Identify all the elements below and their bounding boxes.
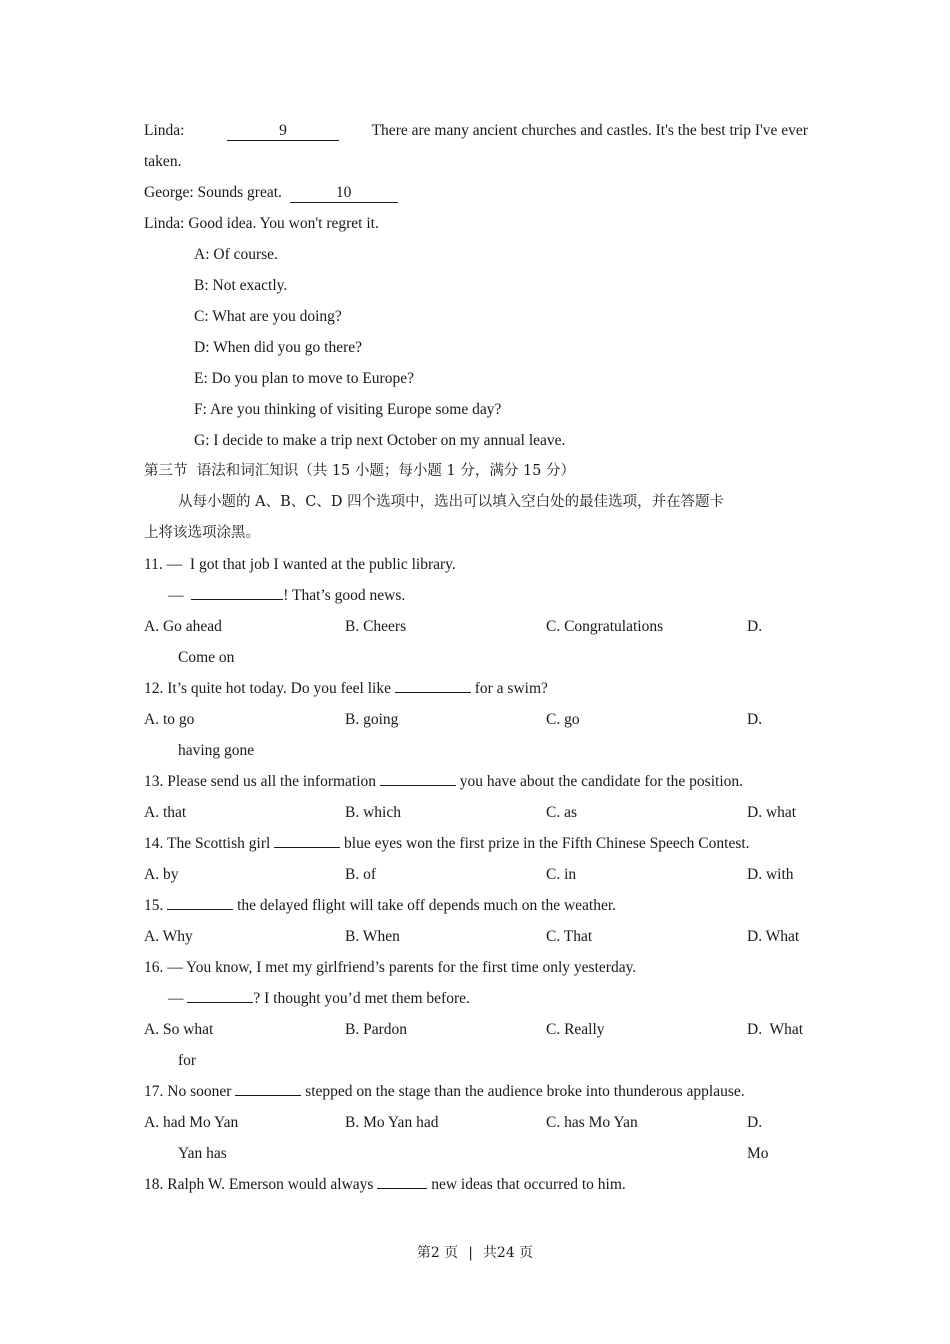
- question-13: 13. Please send us all the information you have about the candidate for the position.: [144, 773, 744, 790]
- q11-option-d-cont: Come on: [178, 649, 235, 666]
- linda-text-1: There are many ancient churches and castles. It's the best trip I've ever: [371, 122, 808, 139]
- dialogue-linda-1: [144, 115, 808, 146]
- q15-option-c[interactable]: C. That: [546, 928, 593, 945]
- q11-blank: [191, 599, 283, 600]
- page-total: 共24 页: [482, 1245, 534, 1261]
- q14-option-b[interactable]: B. of: [345, 866, 376, 883]
- q14-option-d[interactable]: D. with: [747, 866, 794, 883]
- q17-blank: [235, 1095, 301, 1096]
- section-title: 第三节 语法和词汇知识（共 15 小题；每小题 1 分，满分 15 分）: [144, 463, 575, 479]
- q17-option-b[interactable]: B. Mo Yan had: [345, 1114, 439, 1131]
- q11-option-c[interactable]: C. Congratulations: [546, 618, 664, 635]
- question-17: 17. No sooner stepped on the stage than the audience broke into thunderous applause.: [144, 1083, 745, 1100]
- question-16: 16. — You know, I met my girlfriend’s parents for the first time only yesterday.: [144, 959, 637, 976]
- blank-10: 10: [290, 184, 398, 203]
- q12-blank: [395, 692, 471, 693]
- question-11-options: [144, 611, 808, 642]
- question-12-options: [144, 704, 808, 735]
- linda-speaker: Linda:: [144, 122, 185, 139]
- blank-9: 9: [227, 122, 339, 141]
- q15-option-d[interactable]: D. What: [747, 928, 800, 945]
- q16-option-d-cont: for: [178, 1052, 197, 1069]
- q13-option-c[interactable]: C. as: [546, 804, 577, 821]
- q12-option-d[interactable]: D.: [747, 711, 763, 728]
- footer-separator: |: [468, 1245, 473, 1261]
- option-f: F: Are you thinking of visiting Europe some day?: [194, 401, 502, 418]
- question-18: 18. Ralph W. Emerson would always new ideas that occurred to him.: [144, 1176, 626, 1193]
- dialogue-george: George: Sounds great. 10: [144, 177, 808, 208]
- q12-option-d-cont: having gone: [178, 742, 255, 759]
- option-e: E: Do you plan to move to Europe?: [194, 370, 414, 387]
- q13-option-b[interactable]: B. which: [345, 804, 401, 821]
- q11-option-b[interactable]: B. Cheers: [345, 618, 407, 635]
- q14-option-c[interactable]: C. in: [546, 866, 577, 883]
- option-a: A: Of course.: [194, 246, 278, 263]
- option-d: D: When did you go there?: [194, 339, 363, 356]
- q17-option-a[interactable]: A. had Mo Yan: [144, 1114, 239, 1131]
- q16-option-c[interactable]: C. Really: [546, 1021, 605, 1038]
- q17-option-d[interactable]: D. Mo: [747, 1114, 769, 1162]
- q14-blank: [274, 847, 340, 848]
- question-12: 12. It’s quite hot today. Do you feel like for a swim?: [144, 680, 548, 697]
- q13-option-a[interactable]: A. that: [144, 804, 187, 821]
- q16-blank: [187, 1002, 253, 1003]
- q16-option-b[interactable]: B. Pardon: [345, 1021, 407, 1038]
- section-instruction-1: 从每小题的 A、B、C、D 四个选项中，选出可以填入空白处的最佳选项，并在答题卡: [178, 494, 725, 510]
- question-15: 15. the delayed flight will take off depends much on the weather.: [144, 897, 617, 914]
- question-11-reply: — ! That’s good news.: [168, 587, 406, 604]
- q11-option-d[interactable]: D.: [747, 618, 763, 635]
- option-c: C: What are you doing?: [194, 308, 342, 325]
- q15-option-a[interactable]: A. Why: [144, 928, 193, 945]
- option-b: B: Not exactly.: [194, 277, 288, 294]
- q13-blank: [380, 785, 456, 786]
- q15-option-b[interactable]: B. When: [345, 928, 400, 945]
- q15-blank: [167, 909, 233, 910]
- exam-page: [144, 115, 808, 1200]
- page-footer: [0, 1242, 950, 1262]
- q16-option-d[interactable]: D. What: [747, 1021, 804, 1038]
- question-16-options: [144, 1014, 808, 1045]
- dialogue-linda-1-cont: taken.: [144, 153, 182, 170]
- q17-option-d-cont: Yan has: [178, 1145, 227, 1162]
- q11-option-a[interactable]: A. Go ahead: [144, 618, 222, 635]
- question-15-options: [144, 921, 808, 952]
- q18-blank: [377, 1188, 427, 1189]
- q12-option-c[interactable]: C. go: [546, 711, 580, 728]
- question-14: 14. The Scottish girl blue eyes won the first prize in the Fifth Chinese Speech Contest.: [144, 835, 750, 852]
- question-14-options: [144, 859, 808, 890]
- question-16-reply: — ? I thought you’d met them before.: [168, 990, 470, 1007]
- q13-option-d[interactable]: D. what: [747, 804, 797, 821]
- q12-option-b[interactable]: B. going: [345, 711, 399, 728]
- dialogue-linda-2: Linda: Good idea. You won't regret it.: [144, 215, 379, 232]
- question-11: 11. — I got that job I wanted at the public library.: [144, 556, 456, 573]
- q16-option-a[interactable]: A. So what: [144, 1021, 214, 1038]
- q12-option-a[interactable]: A. to go: [144, 711, 195, 728]
- page-number: 第2 页: [416, 1245, 459, 1261]
- section-instruction-2: 上将该选项涂黑。: [144, 525, 260, 541]
- option-g: G: I decide to make a trip next October on my annual leave.: [194, 432, 566, 449]
- q17-option-c[interactable]: C. has Mo Yan: [546, 1114, 638, 1131]
- q14-option-a[interactable]: A. by: [144, 866, 179, 883]
- question-13-options: [144, 797, 808, 828]
